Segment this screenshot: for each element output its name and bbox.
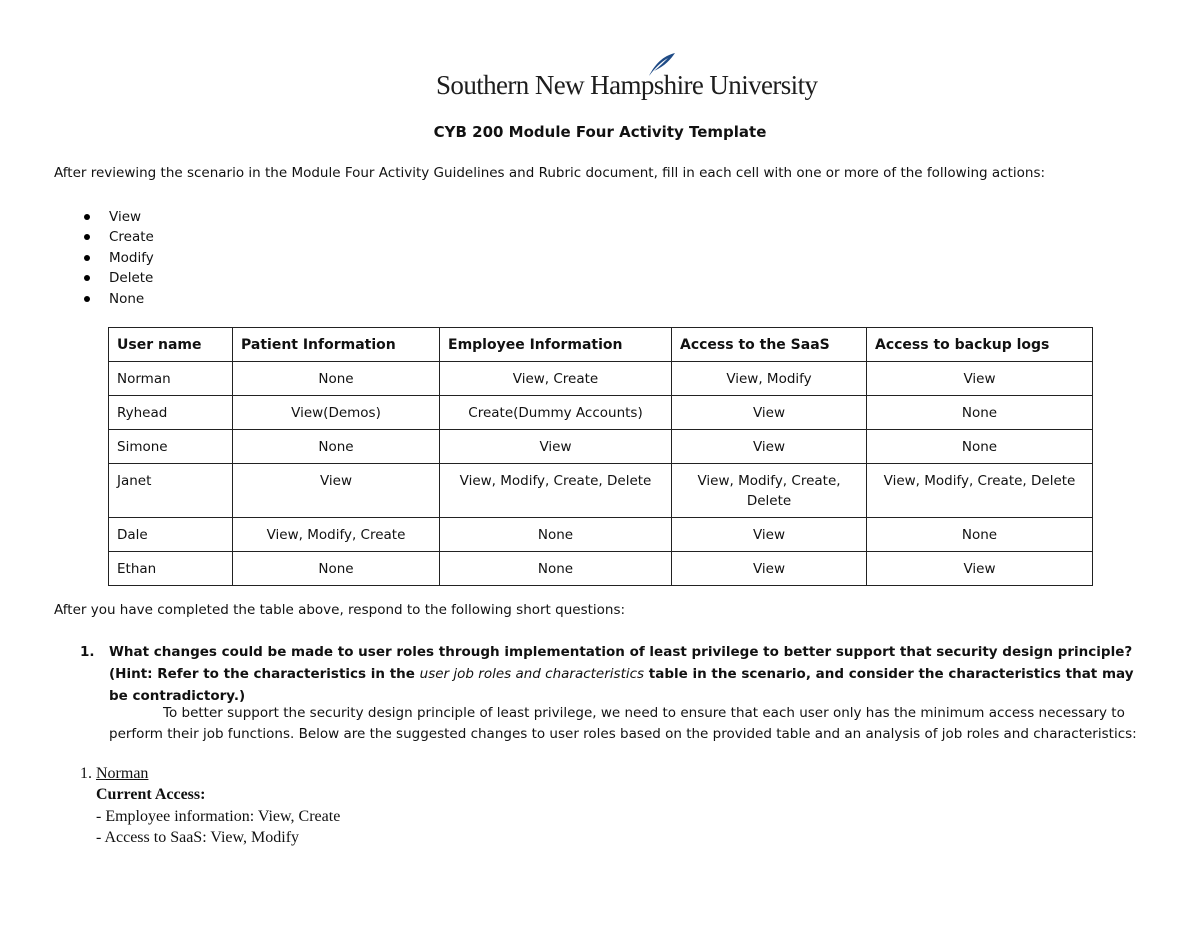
column-header: Patient Information (233, 328, 440, 362)
table-cell: None (440, 518, 672, 552)
question-text-a: What changes could be made to user roles through implementation of least privilege to better support that security design principle? (Hint: Refer to the characteristics in the (109, 644, 1133, 682)
table-cell: Create(Dummy Accounts) (440, 396, 672, 430)
table-cell: View, Modify, Create (233, 518, 440, 552)
table-cell: View (867, 362, 1093, 396)
feather-icon (647, 52, 677, 78)
access-table (108, 327, 1093, 586)
table-cell: Ryhead (109, 396, 233, 430)
table-row (109, 362, 1093, 396)
table-cell: View (672, 552, 867, 586)
access-line: - Employee information: View, Create (96, 808, 341, 825)
table-row (109, 430, 1093, 464)
table-cell: View, Modify, Create, Delete (867, 464, 1093, 518)
table-row (109, 396, 1093, 430)
current-access-label: Current Access: (96, 786, 206, 803)
intro-text: After reviewing the scenario in the Module Four Activity Guidelines and Rubric document, fill in each cell with one or more of the following actions: (54, 165, 1046, 181)
table-cell: View, Modify (672, 362, 867, 396)
logo-wordmark: Southern New Hampshire University (436, 70, 818, 100)
university-logo (436, 52, 818, 104)
table-cell: None (440, 552, 672, 586)
table-cell: View (440, 430, 672, 464)
table-cell: None (233, 430, 440, 464)
section-name: Norman (96, 765, 149, 782)
table-cell: View(Demos) (233, 396, 440, 430)
table-cell: Norman (109, 362, 233, 396)
after-table-text: After you have completed the table above, respond to the following short questions: (54, 602, 626, 618)
table-cell: View (233, 464, 440, 518)
table-cell: None (867, 396, 1093, 430)
table-cell: View, Modify, Create, Delete (672, 464, 867, 518)
list-item: Modify (82, 248, 154, 268)
table-cell: View (672, 430, 867, 464)
table-cell: Simone (109, 430, 233, 464)
table-row (109, 464, 1093, 518)
column-header: User name (109, 328, 233, 362)
table-cell: None (867, 518, 1093, 552)
table-row (109, 552, 1093, 586)
question-text-b: table in the scenario, and consider the characteristics that may be contradictory.) (109, 666, 1134, 704)
answer-paragraph: To better support the security design principle of least privilege, we need to ensure that each user only has the minimum access necessary to perform their job functions. Below are the suggested changes to user roles based on the provided table and an analysis of job roles and characteristics: (109, 705, 1137, 742)
table-cell: View (672, 518, 867, 552)
table-cell: Ethan (109, 552, 233, 586)
access-line: - Access to SaaS: View, Modify (96, 829, 300, 846)
question-1 (80, 641, 1140, 707)
table-row (109, 518, 1093, 552)
question-number: 1. (80, 644, 95, 660)
table-cell: Janet (109, 464, 233, 518)
table-cell: View (867, 552, 1093, 586)
table-cell: None (233, 362, 440, 396)
table-cell: None (867, 430, 1093, 464)
list-item: View (82, 207, 154, 227)
document-title: CYB 200 Module Four Activity Template (433, 123, 767, 141)
column-header: Access to backup logs (867, 328, 1093, 362)
section-heading (80, 765, 148, 783)
question-text-italic: user job roles and characteristics (419, 666, 645, 682)
table-cell: Dale (109, 518, 233, 552)
table-cell: View, Modify, Create, Delete (440, 464, 672, 518)
question-text (109, 641, 1140, 707)
section-number: 1. (80, 765, 92, 782)
column-header: Employee Information (440, 328, 672, 362)
table-header-row (109, 328, 1093, 362)
table-cell: View (672, 396, 867, 430)
actions-list (82, 207, 154, 309)
column-header: Access to the SaaS (672, 328, 867, 362)
list-item: Delete (82, 268, 154, 288)
list-item: None (82, 289, 154, 309)
table-cell: View, Create (440, 362, 672, 396)
list-item: Create (82, 227, 154, 247)
table-cell: None (233, 552, 440, 586)
